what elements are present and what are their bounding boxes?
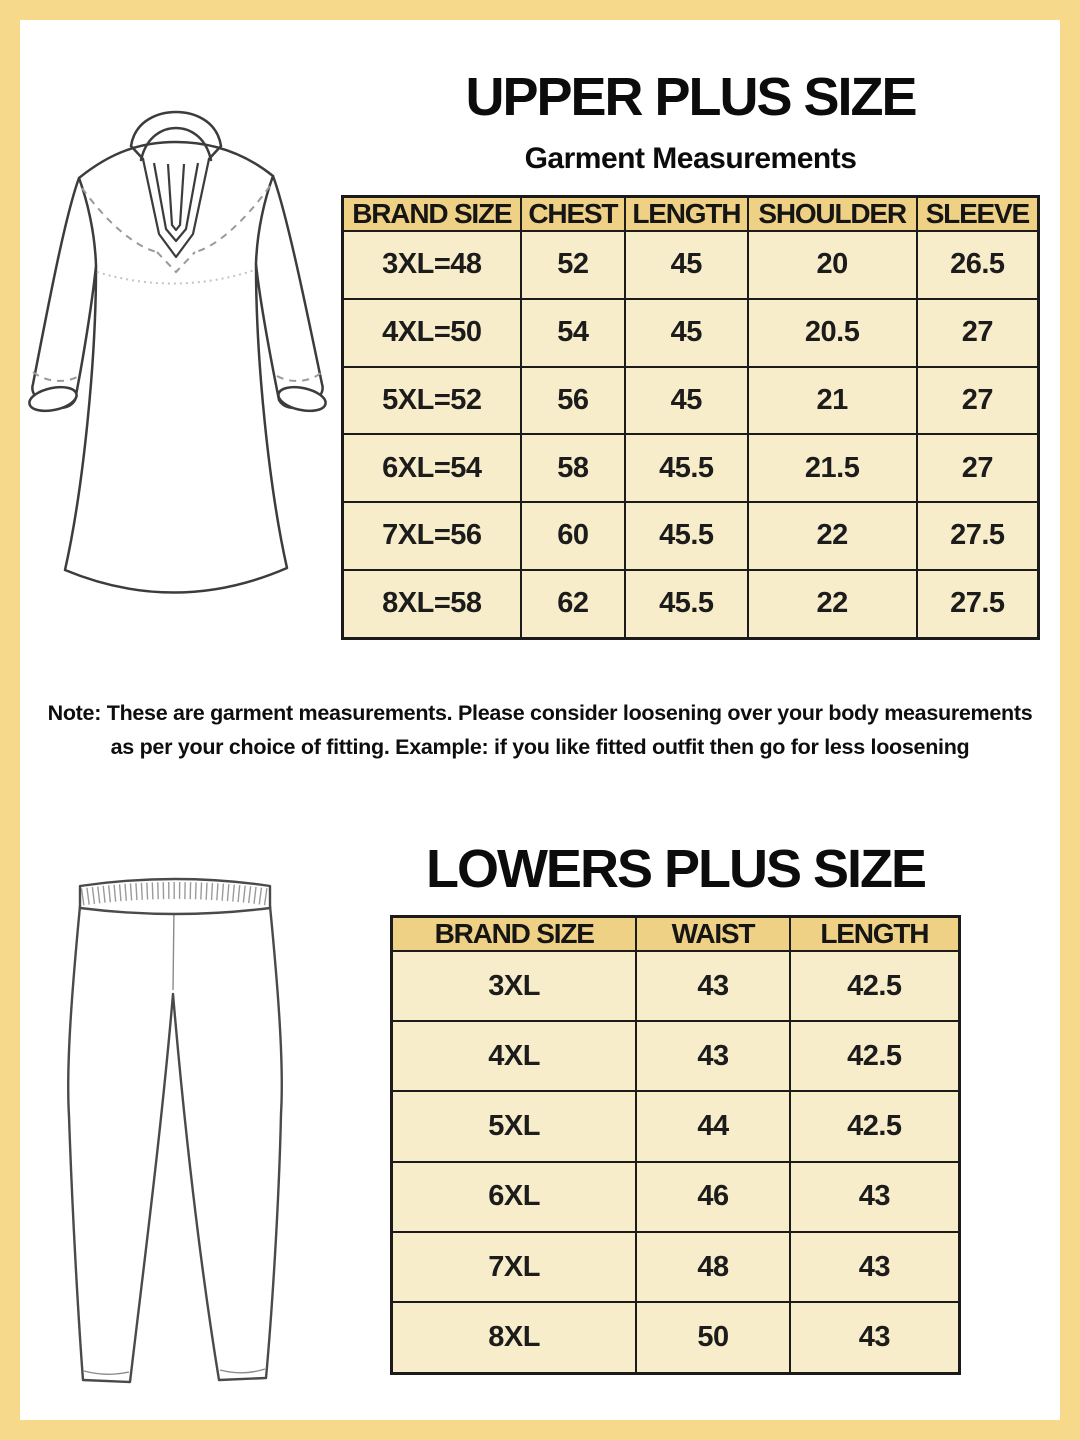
note-line-1: Note: These are garment measurements. Please consider loosening over your body measurements (47, 701, 1033, 725)
cell-brand-size: 7XL=56 (343, 502, 521, 570)
cell-waist: 44 (636, 1091, 789, 1161)
cell-length: 43 (790, 1162, 960, 1232)
cell-chest: 58 (521, 434, 625, 502)
cell-shoulder: 20 (748, 231, 917, 299)
cell-sleeve: 27 (917, 367, 1039, 435)
upper-header-sleeve: SLEEVE (917, 197, 1039, 232)
cell-brand-size: 6XL=54 (343, 434, 521, 502)
cell-waist: 50 (636, 1302, 789, 1373)
cell-brand-size: 4XL (392, 1021, 637, 1091)
lowers-section-title: LOWERS PLUS SIZE (425, 839, 926, 899)
upper-section-subtitle: Garment Measurements (524, 142, 857, 175)
cell-brand-size: 5XL=52 (343, 367, 521, 435)
cell-length: 45.5 (625, 502, 747, 570)
cell-brand-size: 3XL=48 (343, 231, 521, 299)
cell-shoulder: 21.5 (748, 434, 917, 502)
cell-chest: 56 (521, 367, 625, 435)
cell-brand-size: 4XL=50 (343, 299, 521, 367)
cell-waist: 43 (636, 951, 789, 1021)
cell-sleeve: 27 (917, 299, 1039, 367)
cell-sleeve: 27.5 (917, 502, 1039, 570)
cell-length: 43 (790, 1232, 960, 1302)
cell-chest: 60 (521, 502, 625, 570)
cell-waist: 43 (636, 1021, 789, 1091)
cell-sleeve: 27 (917, 434, 1039, 502)
cell-chest: 62 (521, 570, 625, 639)
upper-header-chest: CHEST (521, 197, 625, 232)
cell-shoulder: 22 (748, 570, 917, 639)
upper-section-title: UPPER PLUS SIZE (465, 67, 916, 127)
cell-length: 45 (625, 367, 747, 435)
lowers-header-waist: WAIST (636, 917, 789, 952)
cell-chest: 54 (521, 299, 625, 367)
lowers-header-brand-size: BRAND SIZE (392, 917, 637, 952)
cell-brand-size: 5XL (392, 1091, 637, 1161)
cell-length: 45 (625, 231, 747, 299)
cell-brand-size: 3XL (392, 951, 637, 1021)
cell-length: 45 (625, 299, 747, 367)
cell-waist: 48 (636, 1232, 789, 1302)
lowers-header-length: LENGTH (790, 917, 960, 952)
upper-header-brand-size: BRAND SIZE (343, 197, 521, 232)
cell-chest: 52 (521, 231, 625, 299)
cell-length: 45.5 (625, 434, 747, 502)
cell-sleeve: 26.5 (917, 231, 1039, 299)
upper-header-length: LENGTH (625, 197, 747, 232)
cell-length: 43 (790, 1302, 960, 1373)
cell-shoulder: 22 (748, 502, 917, 570)
cell-length: 42.5 (790, 1091, 960, 1161)
upper-header-shoulder: SHOULDER (748, 197, 917, 232)
note-line-2: as per your choice of fitting. Example: if you like fitted outfit then go for less loosening (110, 735, 970, 760)
cell-shoulder: 20.5 (748, 299, 917, 367)
cell-brand-size: 8XL=58 (343, 570, 521, 639)
cell-length: 45.5 (625, 570, 747, 639)
cell-length: 42.5 (790, 951, 960, 1021)
cell-brand-size: 7XL (392, 1232, 637, 1302)
cell-length: 42.5 (790, 1021, 960, 1091)
cell-brand-size: 6XL (392, 1162, 637, 1232)
cell-brand-size: 8XL (392, 1302, 637, 1373)
cell-shoulder: 21 (748, 367, 917, 435)
cell-sleeve: 27.5 (917, 570, 1039, 639)
cell-waist: 46 (636, 1162, 789, 1232)
